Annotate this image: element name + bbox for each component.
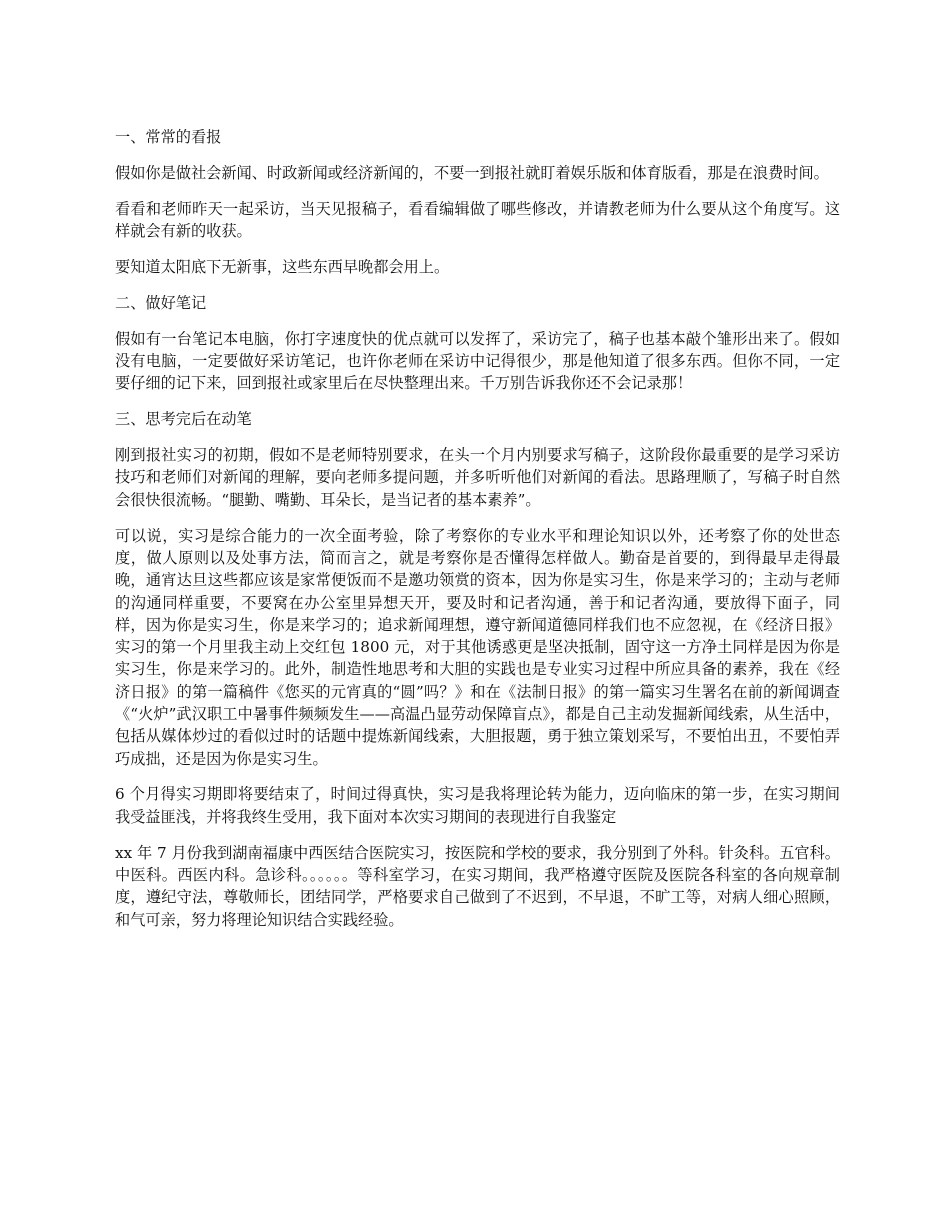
paragraph: 要知道太阳底下无新事，这些东西早晚都会用上。 xyxy=(115,257,450,276)
paragraph: 假如你是做社会新闻、时政新闻或经济新闻的，不要一到报社就盯着娱乐版和体育版看，那是在浪费时间。 xyxy=(115,163,829,182)
section-heading-2: 二、做好笔记 xyxy=(115,293,207,312)
section-heading-1: 一、常常的看报 xyxy=(115,128,222,146)
section-heading-3: 三、思考完后在动笔 xyxy=(115,410,252,429)
paragraph: 可以说，实习是综合能力的一次全面考验，除了考察你的专业水平和理论知识以外，还考察了你的处世态度，做人原则以及处事方法，简而言之，就是考察你是否懂得怎样做人。勤奋是首要的，到得最早走得最晚，通宵达旦这些都应该是家常便饭而不是邀功领赏的资本，因为你是实习生，你是来学习的；主动与老师的沟通同样重要，不要窝在办公室里异想天开，要及时和记者沟通，善于和记者沟通，要放得下面子，同样，因为你是实习生，你是来学习的；追求新闻理想，遵守新闻道德同样我们也不应忽视，在《经济日报》实习的第一个月里我主动上交红包 1800 元，对于其他诱惑更是坚决抵制，固守这一方净土同样是因为你是实习生，你是来学习的。此外，制造性地思考和大胆的实践也是专业实习过程中所应具备的素养，我在《经济日报》的第一篇稿件《您买的元宵真的“圆”吗？》和在《法制日报》的第一篇实习生署名在前的新闻调查《“火炉”武汉职工中暑事件频频发生——高温凸显劳动保障盲点》，都是自己主动发掘新闻线索，从生活中，包括从媒体炒过的看似过时的话题中提炼新闻线索，大胆报题，勇于独立策划采写，不要怕出丑，不要怕弄巧成拙，还是因为你是实习生。 xyxy=(115,526,840,768)
paragraph: 6 个月得实习期即将要结束了，时间过得真快，实习是我将理论转为能力，迈向临床的第一步，在实习期间我受益匪浅，并将我终生受用，我下面对本次实习期间的表现进行自我鉴定 xyxy=(115,785,840,826)
paragraph: 看看和老师昨天一起采访，当天见报稿子，看看编辑做了哪些修改，并请教老师为什么要从这个角度写。这样就会有新的收获。 xyxy=(115,199,840,241)
paragraph: 刚到报社实习的初期，假如不是老师特别要求，在头一个月内别要求写稿子，这阶段你最重要的是学习采访技巧和老师们对新闻的理解，要向老师多提问题，并多听听他们对新闻的看法。思路理顺了，写稿子时自然会很快很流畅。“腿勤、嘴勤、耳朵长，是当记者的基本素养”。 xyxy=(115,446,840,509)
document-page xyxy=(115,126,840,944)
paragraph: 假如有一台笔记本电脑，你打字速度快的优点就可以发挥了，采访完了，稿子也基本敲个雏形出来了。假如没有电脑，一定要做好采访笔记，也许你老师在采访中记得很少，那是他知道了很多东西。但你不同，一定要仔细的记下来，回到报社或家里后在尽快整理出来。千万别告诉我你还不会记录那！ xyxy=(115,329,840,393)
paragraph: xx 年 7 月份我到湖南福康中西医结合医院实习，按医院和学校的要求，我分别到了外科。针灸科。五官科。中医科。西医内科。急诊科。。。。。。等科室学习，在实习期间，我严格遵守医院及医院各科室的各向规章制度，遵纪守法，尊敬师长，团结同学，严格要求自己做到了不迟到，不早退，不旷工等，对病人细心照顾，和气可亲，努力将理论知识结合实践经验。 xyxy=(115,843,840,929)
